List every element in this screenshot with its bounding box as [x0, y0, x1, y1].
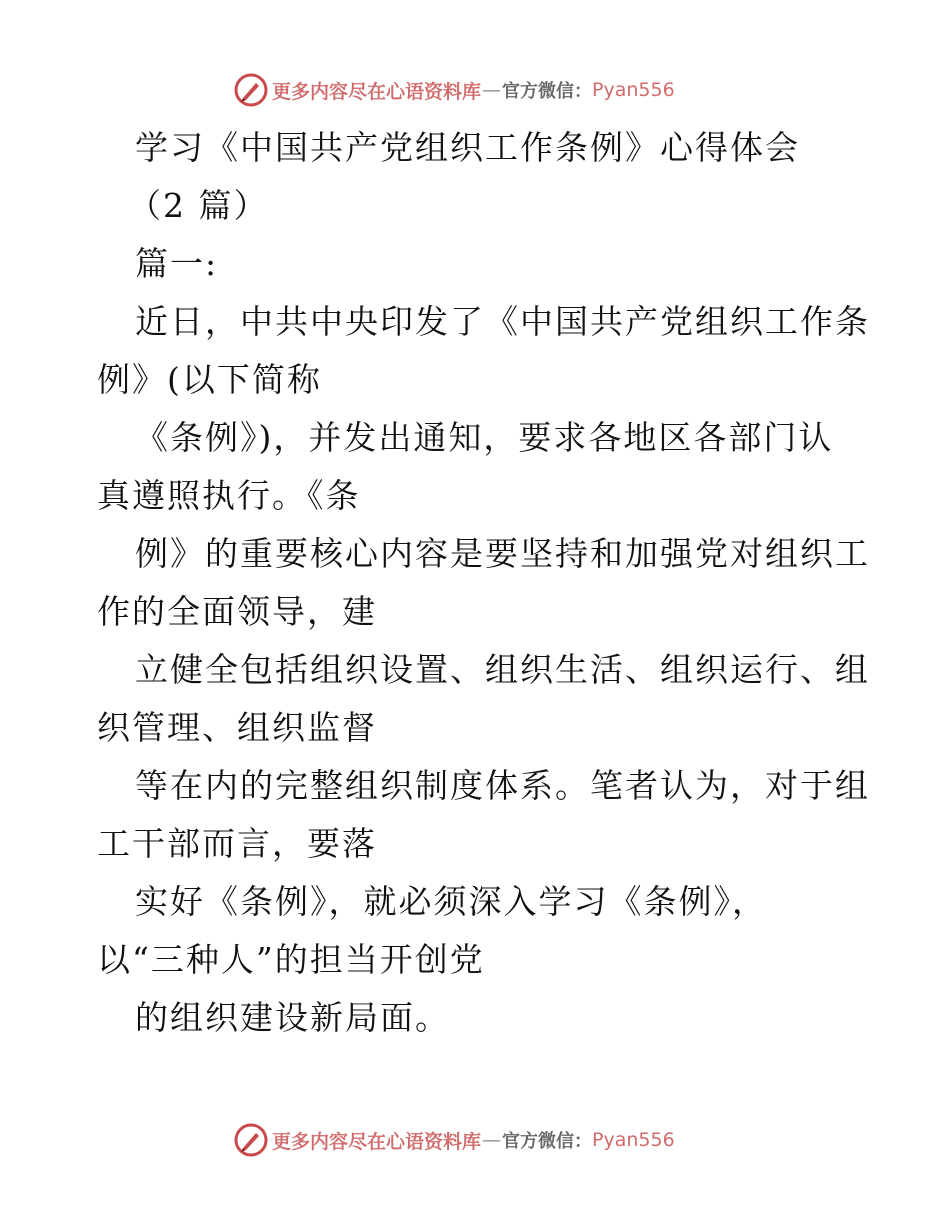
header-watermark	[234, 72, 675, 108]
body-line: 《条例》)，并发出通知，要求各地区各部门认	[135, 418, 834, 457]
document-title-count: （2 篇）	[128, 186, 269, 225]
watermark-wechat-label: 官方微信：	[502, 81, 593, 102]
body-line: 工干部而言，要落	[97, 824, 377, 863]
watermark-wechat-label: 官方微信：	[502, 1131, 593, 1152]
body-line: 真遵照执行。《条	[97, 476, 361, 515]
pen-logo-icon	[234, 73, 268, 107]
body-line: 例》(以下简称	[97, 360, 322, 399]
watermark-dash: —	[482, 1129, 502, 1151]
watermark-text: 更多内容尽在心语资料库	[272, 1130, 482, 1153]
section-heading: 篇一:	[135, 244, 219, 283]
body-line: 作的全面领导，建	[97, 592, 377, 631]
watermark-wechat-id: Pyan556	[592, 1129, 675, 1151]
body-line: 近日，中共中央印发了《中国共产党组织工作条	[135, 302, 870, 341]
watermark-text: 更多内容尽在心语资料库	[272, 80, 482, 103]
body-line: 等在内的完整组织制度体系。笔者认为，对于组	[135, 766, 870, 805]
body-line: 的组织建设新局面。	[135, 998, 450, 1037]
body-line: 例》的重要核心内容是要坚持和加强党对组织工	[135, 534, 870, 573]
body-line: 立健全包括组织设置、组织生活、组织运行、组	[135, 650, 870, 689]
body-line: 以“三种人”的担当开创党	[97, 940, 485, 979]
footer-watermark	[234, 1122, 675, 1158]
watermark-wechat-id: Pyan556	[592, 79, 675, 101]
body-line: 织管理、组织监督	[97, 708, 377, 747]
pen-logo-icon	[234, 1123, 268, 1157]
watermark-dash: —	[482, 79, 502, 101]
document-title: 学习《中国共产党组织工作条例》心得体会	[135, 128, 800, 167]
body-line: 实好《条例》，就必须深入学习《条例》，	[135, 882, 767, 921]
